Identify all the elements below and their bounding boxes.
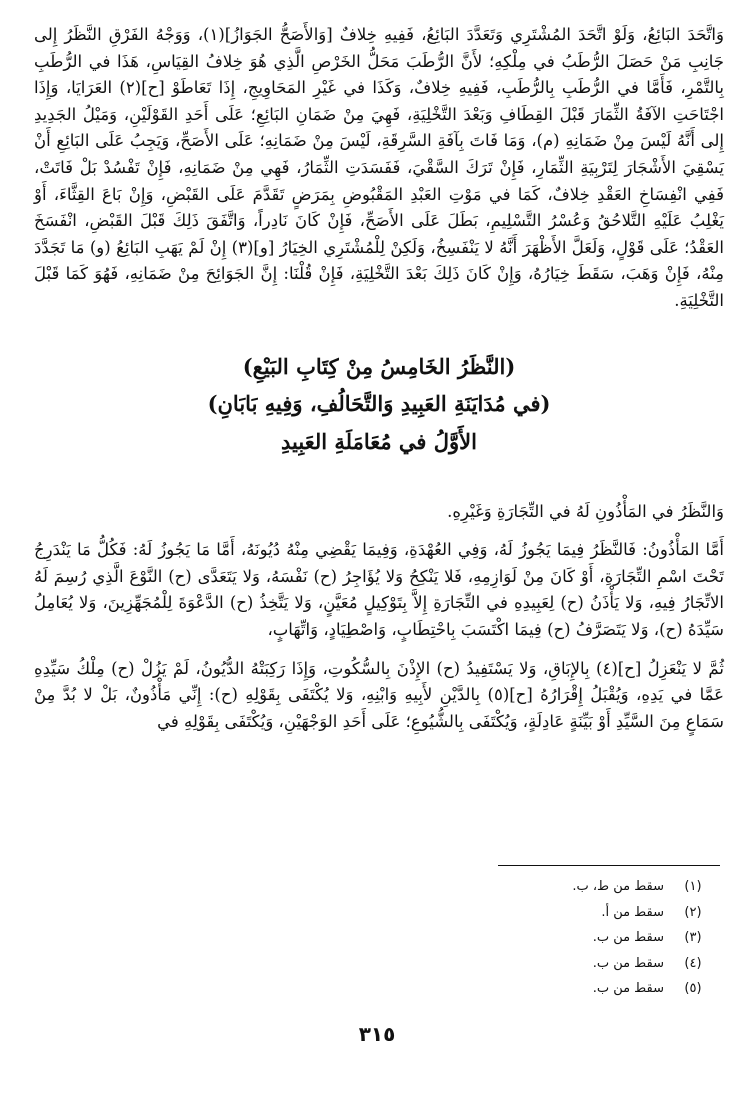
section-paragraph-2: ثُمَّ لا يَنْعَزِلُ [ح](٤) بِالإِبَاقِ، وَلا يَسْتَفِيدُ (ح) الإِذْنَ بِالسُّكُوتِ، وَإِذَا رَكِبَتْهُ الدُّيُونُ، لَمْ يَزُلْ (ح) مِلْكُ سَيِّدِهِ عَمَّا في يَدِهِ، وَيُقْبَلُ إِقْرَارُهُ [ح](٥) بِالدَّيْنِ لأَبِيهِ وَابْنِهِ، وَلا يُكْتَفَى بِقَوْلِهِ (ح): إِنِّي مَأْذُونٌ، بَلْ لا بُدَّ مِنْ سَمَاعٍ مِنَ السَّيِّدِ أَوْ بَيِّنَةٍ عَادِلَةٍ، وَيُكْتَفَى بِالشُّيُوعِ؛ عَلَى أَحَدِ الوَجْهَيْنِ، وَيُكْتَفَى بِقَوْلِهِ في [34, 658, 725, 731]
footnote-text: سقط من ب. [592, 930, 664, 945]
section-heading-2: (في مُدَايَنَةِ العَبِيدِ وَالتَّحَالُفِ، وَفِيهِ بَابَانِ) [207, 390, 551, 416]
section-paragraph-1: أَمَّا المَأْذُونُ: فَالنَّظَرُ فِيمَا يَجُوزُ لَهُ، وَفِي العُهْدَةِ، وَفِيمَا يَقْضِي مِنْهُ دُيُونَهُ، أَمَّا مَا يَجُوزُ لَهُ: فَكُلُّ مَا يَنْدَرِجُ تَحْتَ اسْمِ التِّجَارَةِ، أَوْ كَانَ مِنْ لَوَازِمِهِ، فَلا يَنْكِحُ وَلا يُؤَاجِرُ (ح) نَفْسَهُ، وَلا يَتَعَدَّى (ح) النَّوْعَ الَّذِي رُسِمَ لَهُ الاتِّجَارُ فِيهِ، وَلا يَأْذَنُ (ح) لِعَبِيدِهِ في التِّجَارَةِ إِلاَّ بِتَوْكِيلٍ مُعَيَّنٍ، وَلا يَتَّخِذُ (ح) الدَّعْوَةَ لِلْمُجَهِّزِينَ، وَلا يُعَامِلُ سَيِّدَهُ (ح)، وَلا يَتَصَرَّفُ (ح) فِيمَا اكْتَسَبَ بِاحْتِطَابٍ، وَاصْطِيَادٍ، وَاتِّهَابٍ، [34, 540, 724, 639]
section-heading-3: الأَوَّلُ في مُعَامَلَةِ العَبِيدِ [281, 428, 477, 454]
footnote-text: سقط من ب. [592, 981, 664, 996]
footnote-text: سقط من ب. [592, 955, 664, 971]
footnote-item [572, 874, 706, 900]
page-content [34, 22, 724, 735]
footnote-number: (٤) [684, 955, 702, 971]
footnote-number: (٣) [684, 930, 702, 945]
footnote-text: سقط من ط، ب. [572, 879, 664, 894]
footnotes [572, 874, 706, 1002]
footnote-number: (١) [684, 879, 702, 894]
footnote-item [572, 976, 706, 1002]
footnote-item [572, 900, 706, 926]
body-paragraph-1: وَاتَّحَدَ البَائِعُ، وَلَوْ اتَّحَدَ المُشْتَرِي وَتَعَدَّدَ البَائِعُ، فَفِيهِ خِلافٌ [وَالأَصَحُّ الجَوَازُ](١)، وَوَجْهُ الفَرْقِ النَّظَرُ إِلى جَانِبِ مَنْ حَصَلَ الرُّطَبُ في مِلْكِهِ؛ لأَنَّ الرُّطَبَ مَحَلُّ الخَرْصِ الَّذِي هُوَ خِلافُ القِيَاسِ، هَذَا في الرُّطَبِ بِالتَّمْرِ، فَأَمَّا في الرُّطَبِ بِالرُّطَبِ، فَفِيهِ خِلافٌ، وَكَذَا في غَيْرِ المَحَاوِيجِ، إِذَا تَعَاطَوْ [ح](٢) العَرَايَا، وَإِذَا اجْتَاحَتِ الآفَةُ الثِّمَارَ قَبْلَ القِطَافِ وَبَعْدَ التَّخْلِيَةِ، فَهِيَ مِنْ ضَمَانِ البَائِعِ؛ عَلَى أَحَدِ القَوْلَيْنِ، وَمَيْلُ الجَدِيدِ إِلى أَنَّهُ لَيْسَ مِنْ ضَمَانِهِ (م)، وَمَا فَاتَ بِآفَةِ السَّرِقَةِ، لَيْسَ مِنْ ضَمَانِهِ؛ عَلَى الأَصَحِّ، وَيَجِبُ عَلَى البَائِعِ أَنْ يَسْقِيَ الأَشْجَارَ لِتَرْبِيَةِ الثِّمَارِ، فَإِنْ تَرَكَ السَّقْيَ، فَفَسَدَتِ الثِّمَارُ، فَهِي مِنْ ضَمَانِهِ، فَإِنْ تَفْسُدْ بَلْ فَاتَتْ، فَفِي انْفِسَاخِ العَقْدِ خِلافٌ، كَمَا في مَوْتِ العَبْدِ المَقْبُوضِ بِمَرَضٍ تَقَدَّمَ عَلَى القَبْضِ، وَإِنْ بَاعَ القِثَّاءَ، أَوْ يَغْلِبُ عَلَيْهِ التَّلاحُقُ وَعُسْرُ التَّسْلِيمِ، بَطَلَ عَلَى الأَصَحِّ، فَإِنْ كَانَ نَادِراً، وَاتَّفَقَ ذَلِكَ قَبْلَ القَبْضِ، انْفَسَخَ العَقْدُ؛ عَلَى قَوْلٍ، وَلَعَلَّ الأَظْهَرَ أَنَّهُ لا يَنْفَسِخُ، وَلَكِنْ لِلْمُشْتَرِي الخِيَارُ [و](٣) إِنْ لَمْ يَهَبِ البَائِعُ (و) مَا تَجَدَّدَ مِنْهُ، فَإِنْ وَهَبَ، سَقَطَ خِيَارُهُ، وَإِنْ كَانَ ذَلِكَ بَعْدَ التَّخْلِيَةِ، فَإِنْ قُلْنَا: إِنَّ الجَوَائِحَ مِنْ ضَمَانِهِ، فَهُوَ كَمَا قَبْلَ التَّخْلِيَةِ. [34, 25, 724, 310]
opening-paragraph [34, 22, 724, 315]
footnote-item [572, 925, 706, 951]
footnote-item [572, 951, 706, 977]
footnote-text: سقط من أ. [601, 904, 664, 920]
footnote-divider [498, 865, 720, 866]
section-heading-1: (النَّظَرُ الخَامِسُ مِنْ كِتَابِ البَيْعِ) [242, 353, 516, 379]
section-intro: وَالنَّظَرُ في المَأْذُونِ لَهُ في التِّجَارَةِ وَغَيْرِهِ. [447, 501, 724, 521]
footnote-number: (٥) [684, 981, 702, 996]
section-two-text [34, 499, 724, 736]
footnote-number: (٢) [684, 904, 702, 920]
chapter-headings [34, 349, 724, 461]
page-number: ٣١٥ [358, 1022, 396, 1046]
